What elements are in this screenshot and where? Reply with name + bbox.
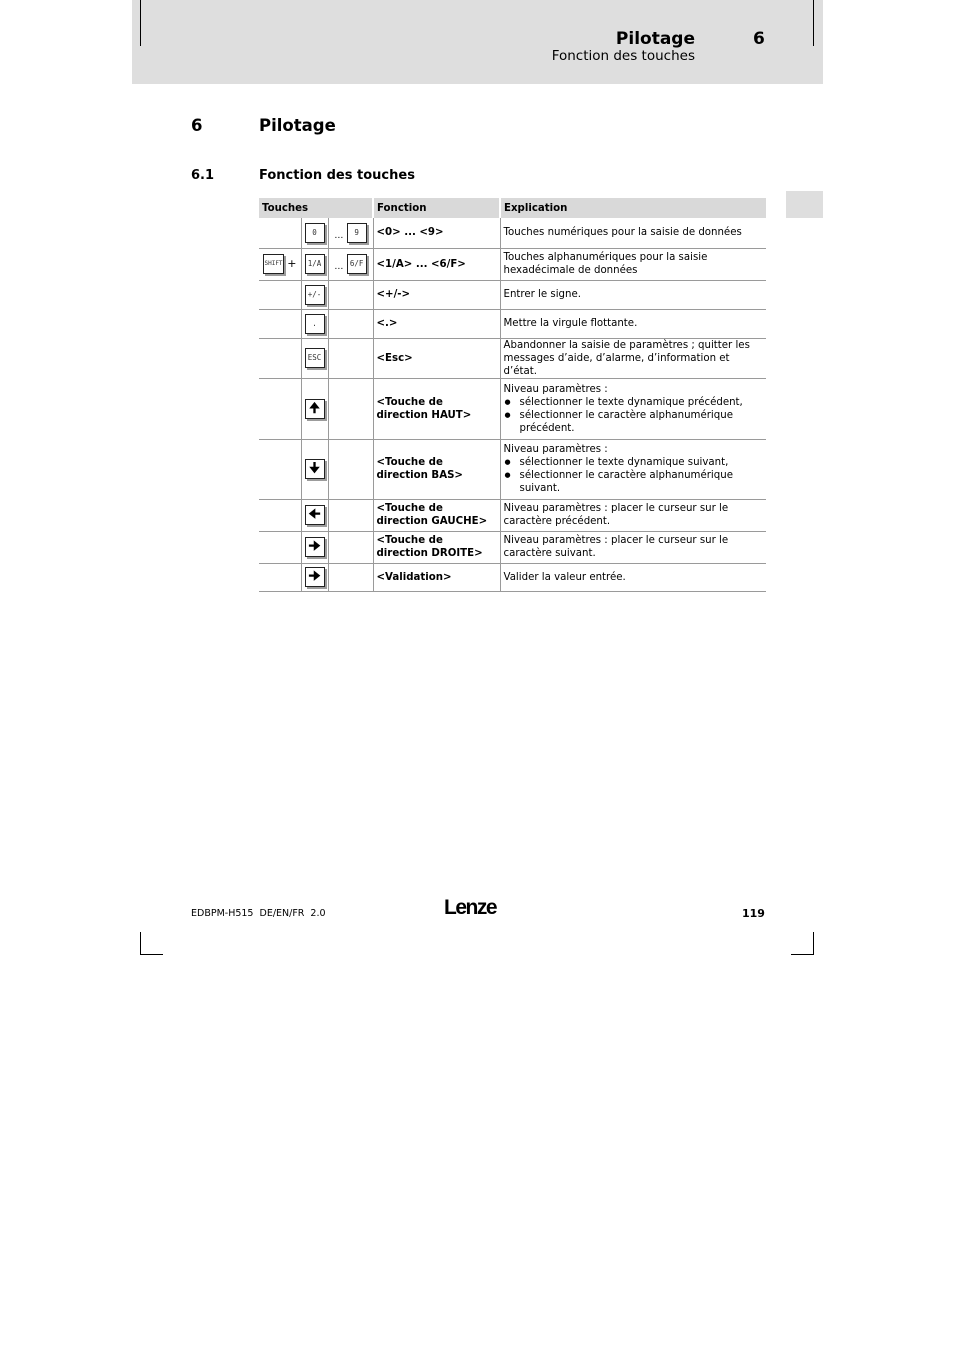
arrow-up-icon: 🠉: [305, 399, 325, 419]
table-row: [259, 531, 766, 563]
key-decimal-point-icon: .: [305, 314, 325, 334]
fonction-cell: <Esc>: [373, 338, 500, 378]
header-title: Pilotage: [615, 29, 695, 49]
key-esc-icon: ESC: [305, 348, 325, 368]
fonction-cell: <+/->: [373, 280, 500, 309]
column-header-explication: Explication: [500, 198, 766, 218]
fonction-cell: <Touche de direction HAUT>: [373, 378, 500, 439]
key-6f-icon: 6/F: [347, 254, 367, 274]
column-header-fonction: Fonction: [373, 198, 500, 218]
explication-cell: Valider la valeur entrée.: [500, 563, 766, 591]
explication-intro: Niveau paramètres :: [503, 383, 608, 395]
table-row: [259, 499, 766, 531]
table-row: [259, 563, 766, 591]
arrow-left-icon: 🠈: [305, 505, 325, 525]
fonction-cell: <Touche de direction BAS>: [373, 439, 500, 499]
section-number: 6: [191, 116, 203, 135]
bullet-item: ● sélectionner le texte dynamique précédent,: [520, 396, 764, 409]
key-range-ellipsis: …: [334, 262, 344, 272]
header-chapter-number: 6: [753, 29, 765, 49]
crop-mark-bottom-left-v: [140, 932, 141, 955]
header-band: [132, 0, 823, 84]
crop-mark-bottom-right-v: [813, 932, 814, 955]
explication-cell: Mettre la virgule flottante.: [500, 309, 766, 338]
table-row: [259, 378, 766, 439]
key-0-icon: 0: [305, 223, 325, 243]
footer-document-id: EDBPM-H515 DE/EN/FR 2.0: [191, 908, 326, 919]
key-shift-icon: SHIFT: [263, 254, 284, 274]
column-header-touches: Touches: [259, 198, 373, 218]
table-row: [259, 309, 766, 338]
key-combination-plus: +: [287, 257, 297, 270]
fonction-cell: <1/A> ... <6/F>: [373, 248, 500, 280]
keys-table: [259, 198, 766, 592]
key-1a-icon: 1/A: [305, 254, 325, 274]
section-title: Pilotage: [259, 116, 336, 135]
key-range-ellipsis: …: [334, 230, 344, 241]
table-row: [259, 280, 766, 309]
bullet-item: ● sélectionner le texte dynamique suivant,: [520, 456, 764, 469]
explication-cell: Abandonner la saisie de paramètres ; quitter les messages d’aide, d’alarme, d’information et d’état.: [500, 338, 766, 378]
arrow-right-icon: 🠊: [305, 537, 325, 557]
fonction-cell: <Touche de direction GAUCHE>: [373, 499, 500, 531]
key-9-icon: 9: [347, 223, 367, 243]
table-row: [259, 218, 766, 248]
table-row: [259, 439, 766, 499]
key-plus-minus-icon: +/-: [305, 285, 325, 305]
table-header-row: [259, 198, 766, 218]
crop-mark-top-right: [813, 0, 814, 46]
subsection-number: 6.1: [191, 168, 215, 183]
subsection-title: Fonction des touches: [259, 168, 415, 183]
fonction-cell: <0> ... <9>: [373, 218, 500, 248]
explication-cell: Entrer le signe.: [500, 280, 766, 309]
explication-bullets: [504, 396, 764, 435]
table-row: [259, 338, 766, 378]
fonction-cell: <Touche de direction DROITE>: [373, 531, 500, 563]
explication-intro: Niveau paramètres :: [503, 444, 608, 455]
fonction-cell: <Validation>: [373, 563, 500, 591]
explication-cell: Niveau paramètres : placer le curseur sur le caractère précédent.: [500, 499, 766, 531]
explication-cell: Niveau paramètres : placer le curseur sur le caractère suivant.: [500, 531, 766, 563]
bullet-item: ● sélectionner le caractère alphanumérique suivant.: [520, 469, 764, 495]
bullet-item: ● sélectionner le caractère alphanumérique précédent.: [520, 409, 764, 435]
page-number: 119: [742, 907, 765, 920]
explication-bullets: [504, 456, 764, 495]
crop-mark-bottom-left-h: [140, 954, 163, 955]
chapter-side-tab: [786, 191, 823, 218]
fonction-cell: <.>: [373, 309, 500, 338]
crop-mark-bottom-right-h: [791, 954, 814, 955]
table-row: [259, 248, 766, 280]
explication-cell: Touches numériques pour la saisie de données: [500, 218, 766, 248]
arrow-down-icon: 🠋: [305, 459, 325, 479]
header-subtitle: Fonction des touches: [551, 48, 695, 64]
crop-mark-top-left: [140, 0, 141, 46]
lenze-logo: Lenze: [444, 896, 497, 919]
explication-cell: Touches alphanumériques pour la saisie hexadécimale de données: [500, 248, 766, 280]
enter-arrow-icon: 🠊: [305, 567, 325, 587]
